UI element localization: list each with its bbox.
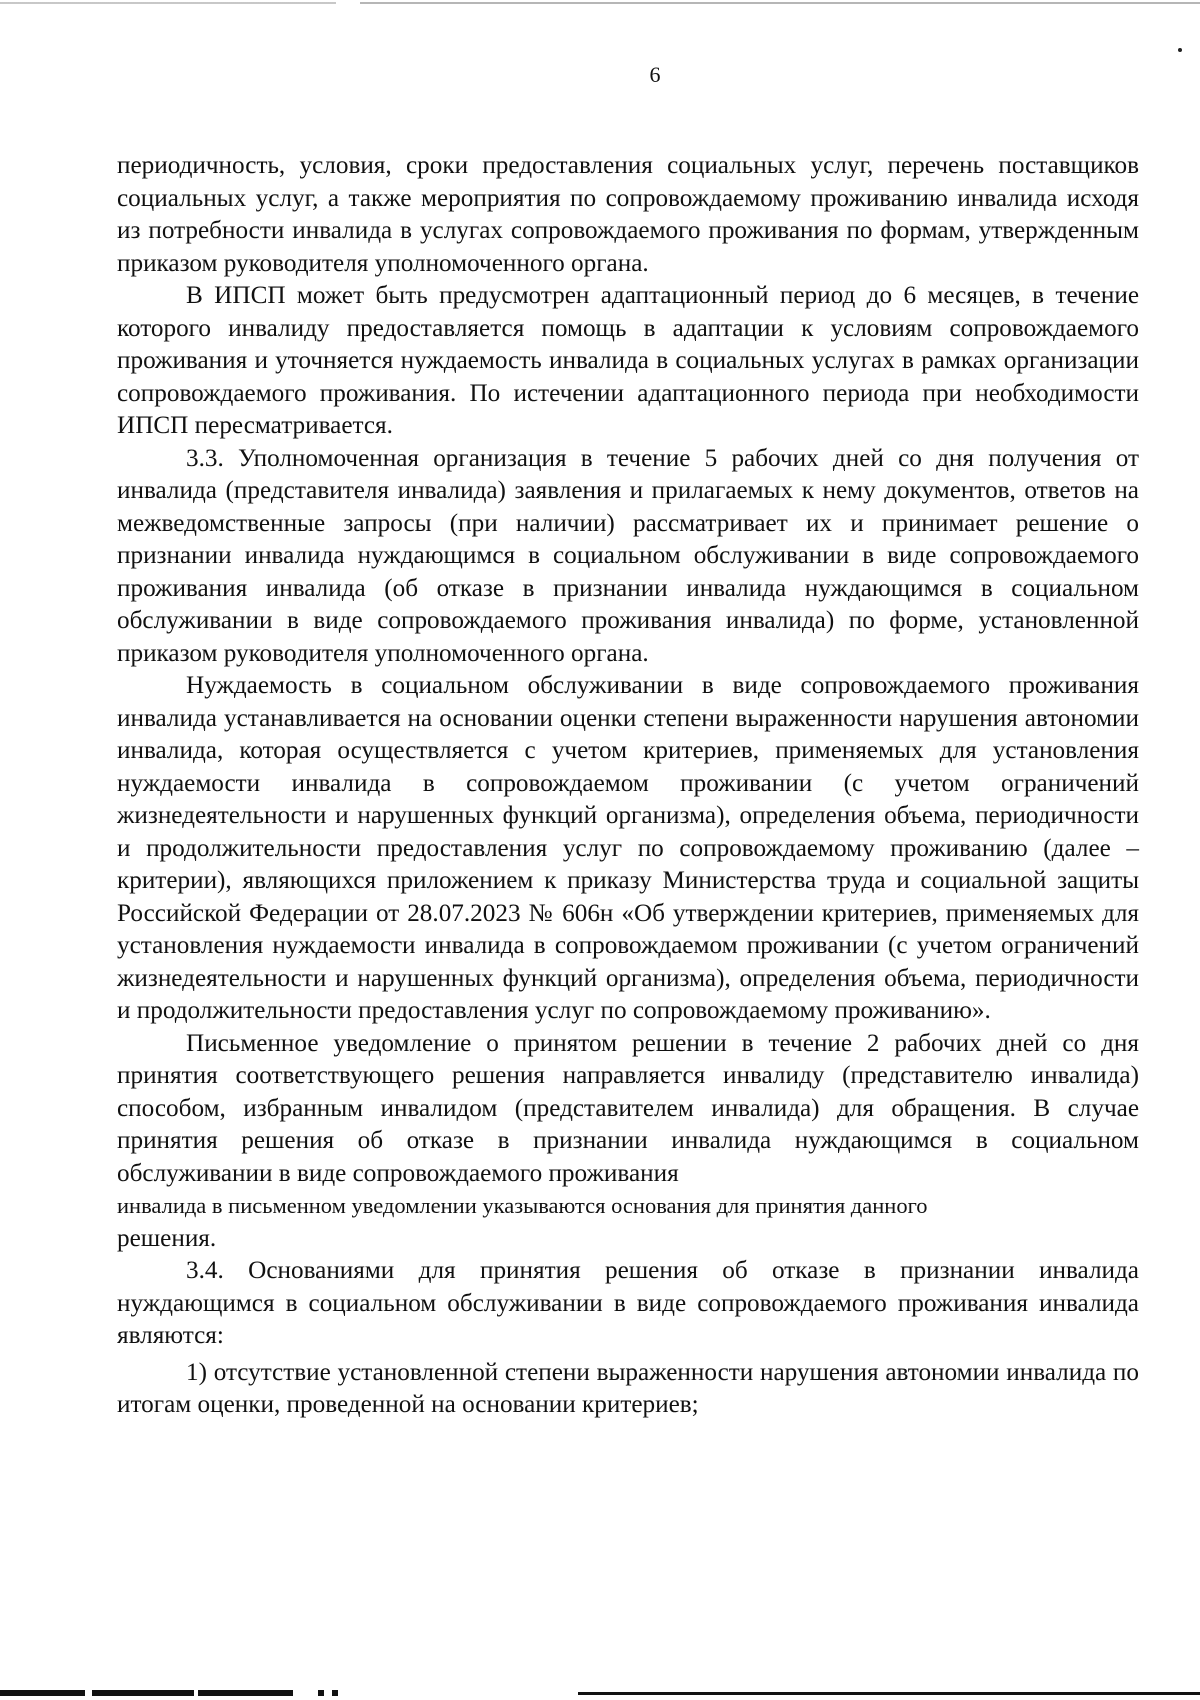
scan-bottom-border [0,1690,1200,1700]
paragraph-written-notice-end: решения. [117,1224,217,1252]
scan-bar [198,1690,293,1696]
scan-speck [1178,48,1182,52]
scan-bar [92,1690,194,1696]
paragraph-written-notice-line: инвалида в письменном уведомлении указываются основания для принятия данного [117,1193,928,1218]
scan-bar [318,1690,324,1696]
paragraph-need-criteria: Нуждаемость в социальном обслуживании в виде сопровождаемого проживания инвалида устанавливается на основании оценки степени выраженности нарушения автономии инвалида, которая осуществляется с учетом критериев, применяемых для установления нуждаемости инвалида в сопровождаемом проживании (с учетом ограничений жизнедеятельности и нарушенных функций организма), определения объема, периодичности и продолжительности предоставления услуг по сопровождаемому проживанию (далее – критерии), являющихся приложением к приказу Министерства труда и социальной защиты Российской Федерации от 28.07.2023 № 606н «Об утверждении критериев, применяемых для установления нуждаемости инвалида в сопровождаемом проживании (с учетом ограничений жизнедеятельности и нарушенных функций организма), определения объема, периодичности и продолжительности предоставления услуг по сопровождаемому проживанию». [117,672,1139,1024]
paragraph-adaptation-period: В ИПСП может быть предусмотрен адаптационный период до 6 месяцев, в течение которого инвалиду предоставляется помощь в адаптации к условиям сопровождаемого проживания и уточняется нуждаемость инвалида в социальных услугах в рамках организации сопровождаемого проживания. По истечении адаптационного периода при необходимости ИПСП пересматривается. [117,282,1139,439]
scan-top-border [0,2,1200,4]
paragraph-written-notice: Письменное уведомление о принятом решении в течение 2 рабочих дней со дня принятия соответствующего решения направляется инвалиду (представителю инвалида) способом, избранным инвалидом (представителем инвалида) для обращения. В случае принятия решения об отказе в признании инвалида нуждающимся в социальном обслуживании в виде сопровождаемого проживания [117,1029,1139,1187]
scan-bar [332,1690,338,1696]
page-number: 6 [649,62,661,87]
paragraph-clause-3-3: 3.3. Уполномоченная организация в течение 5 рабочих дней со дня получения от инвалида (представителя инвалида) заявления и прилагаемых к нему документов, ответов на межведомственные запросы (при наличии) рассматривает их и принимает решение о признании инвалида нуждающимся в социальном обслуживании в виде сопровождаемого проживания инвалида (об отказе в признании инвалида нуждающимся в социальном обслуживании в виде сопровождаемого проживания инвалида) по форме, установленной приказом руководителя уполномоченного органа. [117,444,1139,667]
scan-bar [578,1692,1200,1695]
list-item-1: 1) отсутствие установленной степени выраженности нарушения автономии инвалида по итогам оценки, проведенной на основании критериев; [117,1358,1139,1418]
scan-bar [0,1690,85,1696]
paragraph-clause-3-4: 3.4. Основаниями для принятия решения об отказе в признании инвалида нуждающимся в социальном обслуживании в виде сопровождаемого проживания инвалида являются: [117,1257,1139,1349]
document-body [117,150,1139,1422]
paragraph-continuation: периодичность, условия, сроки предоставления социальных услуг, перечень поставщиков социальных услуг, а также мероприятия по сопровождаемому проживанию инвалида исходя из потребности инвалида в услугах сопровождаемого проживания по формам, утвержденным приказом руководителя уполномоченного органа. [117,152,1139,277]
